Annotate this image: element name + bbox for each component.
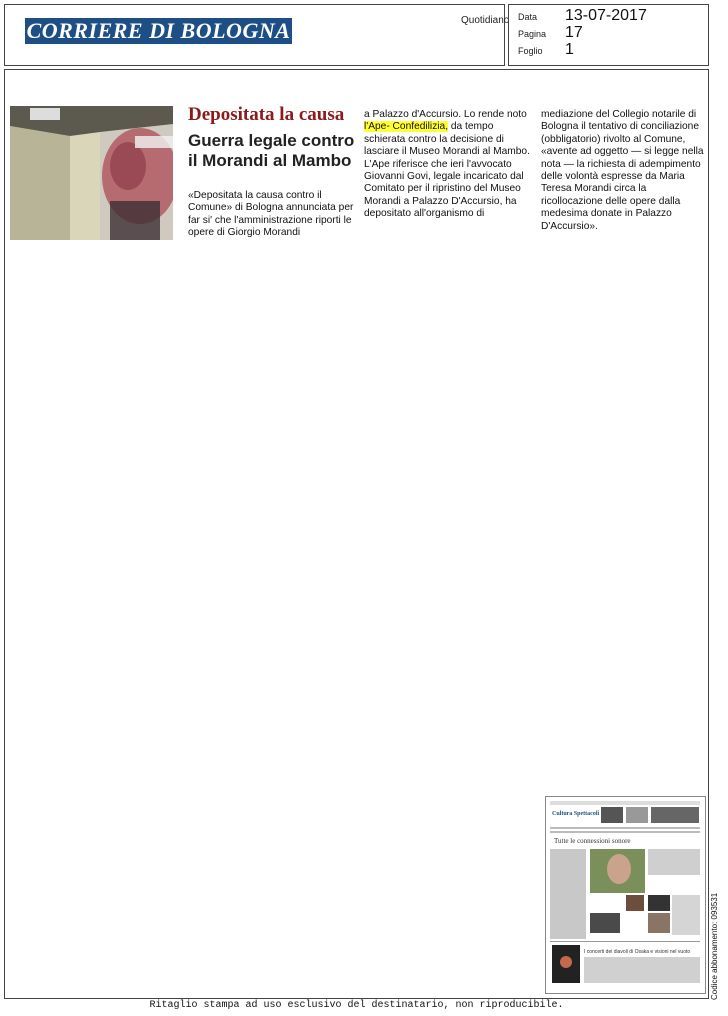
page-label: Pagina (518, 29, 547, 39)
column-2-text-b: da tempo schierata contro la decisione di lasciare il Museo Morandi al Mambo. (364, 121, 530, 158)
masthead-box (4, 4, 510, 66)
publication-type: Quotidiano (461, 15, 510, 26)
sheet-value: 1 (565, 41, 574, 58)
metadata-box (508, 4, 709, 66)
page-thumbnail (545, 796, 706, 994)
article-column-3: mediazione del Collegio notarile di Bologna il tentativo di conciliazione (obbligatorio) rivolto al Comune, «avente ad oggetto — si legge nella nota — la richiesta di adempimento delle volontà espresse da Maria Teresa Morandi circa la ricollocazione delle opere dalla medesima donate in Palazzo D'Accursio». (541, 109, 704, 232)
thumbnail-title: Tutte le connessioni sonore (554, 837, 631, 845)
thumbnail-section: Cultura Spettacoli (552, 811, 600, 817)
subheadline: Guerra legale contro il Morandi al Mambo (188, 131, 355, 170)
column-2-text-c: L'Ape riferisce che ieri l'avvocato Giovanni Govi, legale incaricato dal Comitato per il ripristino del Museo Morandi a Palazzo D'Accursio, ha depositato all'organismo di (364, 158, 524, 220)
thumbnail-bottom-title: I concerti dei diavoli di Osaka e visioni nel vuoto (584, 949, 691, 955)
newspaper-logo: CORRIERE DI BOLOGNA (26, 18, 291, 43)
sheet-label: Foglio (518, 46, 543, 56)
subscription-code-text: Codice abbonamento: 093531 (710, 892, 719, 1000)
article-column-2 (364, 109, 531, 221)
subscription-code (708, 880, 722, 1000)
clipping-area (4, 69, 709, 999)
date-label: Data (518, 12, 538, 22)
page-value: 17 (565, 24, 583, 41)
article-column-1: «Depositata la causa contro il Comune» di Bologna annunciata per far si' che l'amministrazione riporti le opere di Giorgio Morandi (188, 190, 354, 239)
highlighted-organization: l'Ape- Confedilizia, (364, 121, 449, 133)
headline: Depositata la causa (188, 104, 345, 125)
footer-notice: Ritaglio stampa ad uso esclusivo del destinatario, non riproducibile. (149, 1000, 564, 1011)
article-photo (10, 106, 173, 240)
date-value: 13-07-2017 (565, 7, 647, 24)
column-2-text-a: a Palazzo d'Accursio. Lo rende noto (364, 109, 527, 120)
